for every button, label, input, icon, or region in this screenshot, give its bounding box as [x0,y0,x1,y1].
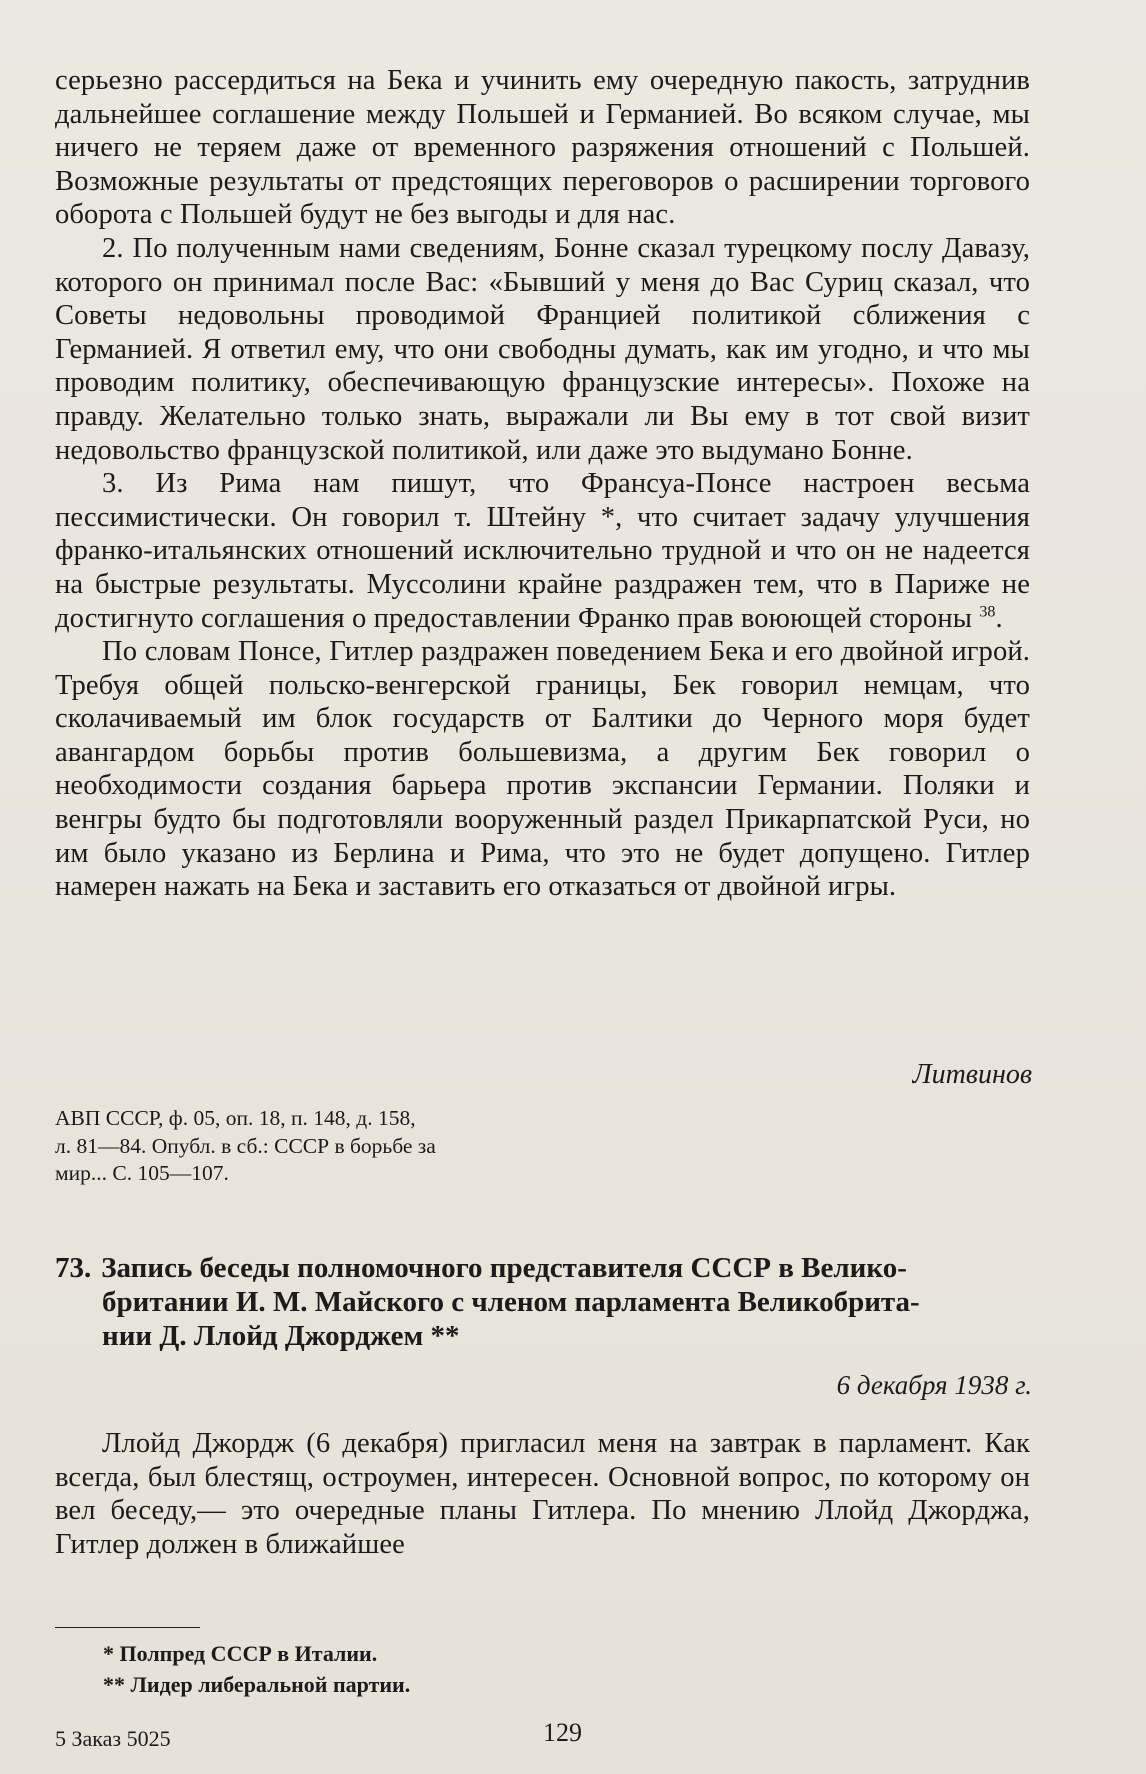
signature: Литвинов [912,1059,1032,1090]
archive-source [55,1105,525,1188]
heading-line-2: британии И. М. Майского с членом парламента Великобрита- [102,1286,920,1318]
heading-line-3: нии Д. Ллойд Джорджем ** [102,1320,460,1352]
archive-line-2: л. 81—84. Опубл. в сб.: СССР в борьбе за [55,1133,436,1158]
paragraph-3-text: 3. Из Рима нам пишут, что Франсуа-Понсе настроен весьма пессимистически. Он говорил т. Штейну *, что считает задачу улучшения франко-итальянских отношений исключительно трудной и что он не надеется на быстрые результаты. Муссолини крайне раздражен тем, что в Париже не достигнуто соглашения о предоставлении Франко прав воюющей стороны [55,468,1030,634]
paragraph-1: серьезно рассердиться на Бека и учинить ему очередную пакость, затруднив дальнейшее соглашение между Польшей и Германией. Во всяком случае, мы ничего не теряем даже от временного разряжения отношений с Польшей. Возможные результаты от предстоящих переговоров о расширении торгового оборота с Польшей будут не без выгоды и для нас. [55,65,1030,231]
archive-line-1: АВП СССР, ф. 05, оп. 18, п. 148, д. 158, [55,1106,416,1130]
footnotes [103,1638,410,1700]
paragraph-4: По словам Понсе, Гитлер раздражен поведением Бека и его двойной игрой. Требуя общей польско-венгерской границы, Бек говорил немцам, что сколачиваемый им блок государств от Балтики до Черного моря будет авангардом борьбы против большевизма, а другим Бек говорил о необходимости создания барьера против экспансии Германии. Поляки и венгры будто бы подготовляли вооруженный раздел Прикарпатской Руси, но им было указано из Берлина и Рима, что это не будет допущено. Гитлер намерен нажать на Бека и заставить его отказаться от двойной игры. [55,636,1030,903]
archive-line-3: мир... С. 105—107. [55,1161,229,1185]
document-number: 73. [55,1252,92,1284]
paragraph-2: 2. По полученным нами сведениям, Бонне сказал турецкому послу Давазу, которого он принимал после Вас: «Бывший у меня до Вас Суриц сказал, что Советы недовольны проводимой Францией политикой сближения с Германией. Я ответил ему, что они свободны думать, как им угодно, и что мы проводим политику, обеспечивающую французские интересы». Похоже на правду. Желательно только знать, выражали ли Вы ему в тот свой визит недовольство французской политикой, или даже это выдумано Бонне. [55,232,1030,466]
footnote-2: ** Лидер либеральной партии. [103,1672,411,1697]
footnote-divider [55,1627,200,1628]
document-73-heading [55,1251,1030,1353]
heading-line-1 [55,1251,1030,1285]
heading-line-1-text: Запись беседы полномочного представителя СССР в Велико- [101,1252,907,1284]
document-73-body [55,1427,1030,1561]
print-order-mark: 5 Заказ 5025 [55,1726,171,1751]
paragraph-3: 3. Из Рима нам пишут, что Франсуа-Понсе настроен весьма пессимистически. Он говорил т. Штейну *, что считает задачу улучшения франко-итальянских отношений исключительно трудной и что он не надеется на быстрые результаты. Муссолини крайне раздражен тем, что в Париже не достигнуто соглашения о предоставлении Франко прав воюющей стороны $^{38}$. [55,468,1030,634]
letter-body [55,64,1030,904]
endnote-reference-38: 38 [979,602,996,620]
page-number: 129 [543,1718,582,1747]
footnote-1: * Полпред СССР в Италии. [103,1641,378,1666]
document-date: 6 декабря 1938 г. [836,1370,1032,1400]
document-73-paragraph: Ллойд Джордж (6 декабря) пригласил меня на завтрак в парламент. Как всегда, был блестящ, остроумен, интересен. Основной вопрос, по которому он вел беседу,— это очередные планы Гитлера. По мнению Ллойд Джорджа, Гитлер должен в ближайшее [55,1428,1030,1560]
